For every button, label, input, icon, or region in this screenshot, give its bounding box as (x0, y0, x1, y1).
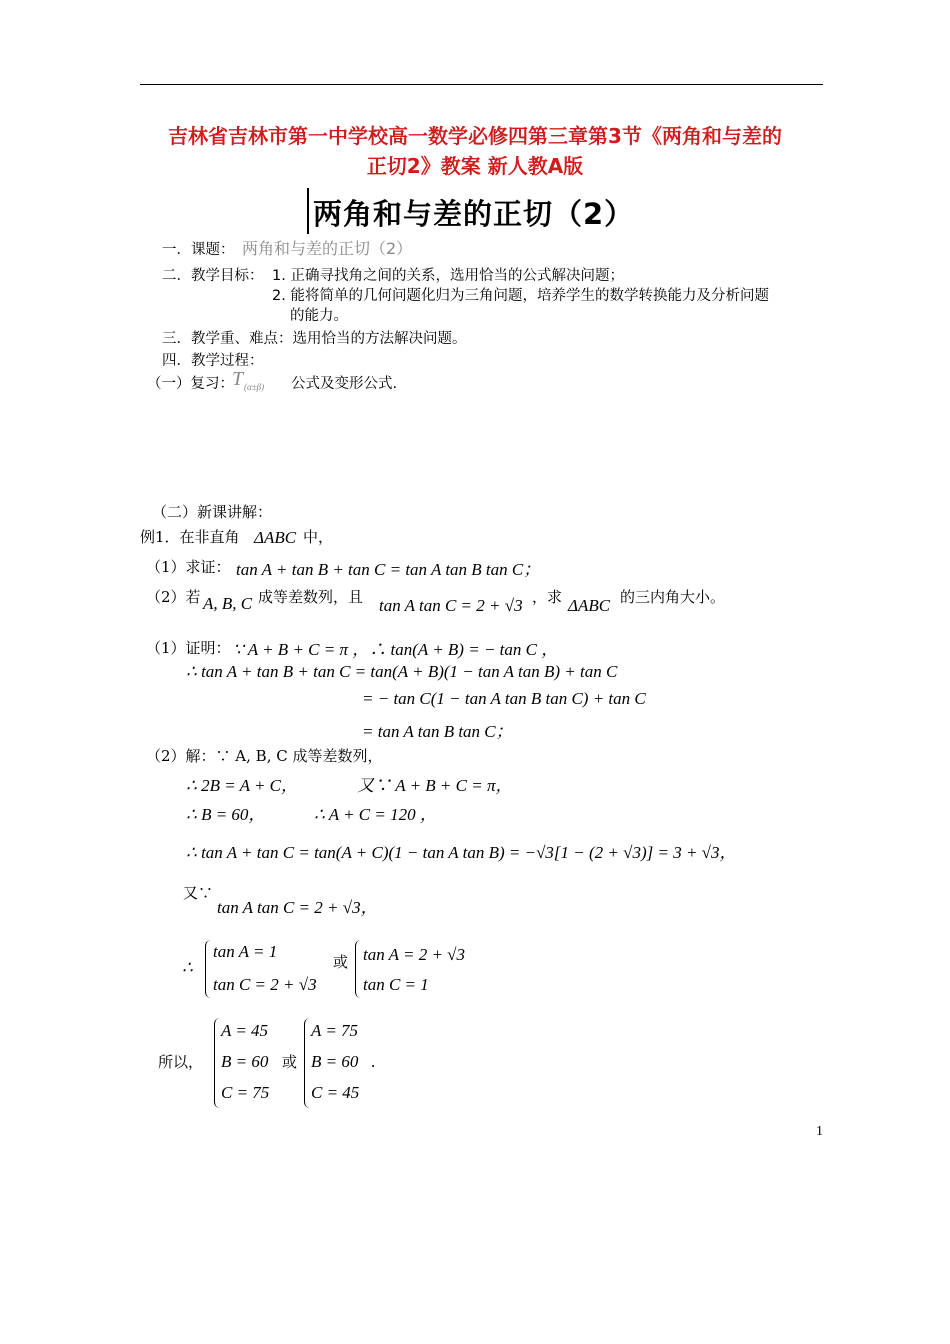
doc-title-line2: 正切2》教案 新人教A版 (366, 154, 584, 178)
goals-label: 二．教学目标： (162, 268, 264, 284)
example-label: 例1．在非直角 (140, 528, 240, 546)
system1-line1: tan A = 1 (213, 942, 278, 961)
review-text: 公式及变形公式. (291, 376, 398, 392)
key-points: 三．教学重、难点：选用恰当的方法解决问题。 (162, 331, 467, 347)
part2-label: （2）若 (146, 588, 201, 606)
example-triangle: ΔABC (254, 528, 297, 547)
goal-2-cont: 的能力。 (290, 308, 348, 324)
solution-line2a: ∴ B = 60， (186, 805, 266, 824)
result1-brace (214, 1018, 221, 1108)
system1-line2: tan C = 2 + √3 (213, 975, 317, 994)
proof-line2: ∴ tan A + tan B + tan C = tan(A + B)(1 − tan A tan B) + tan C (186, 662, 618, 681)
lesson-title: 两角和与差的正切（2） (313, 197, 635, 231)
part1-formula: tan A + tan B + tan C = tan A tan B tan C； (236, 560, 541, 579)
solution-label: （2）解：∵ A, B, C 成等差数列， (146, 747, 383, 765)
part2-seek: ，求 (532, 588, 563, 606)
result-end-dot: . (371, 1052, 376, 1071)
part2-triangle: ΔABC (568, 596, 611, 615)
or-1: 或 (333, 953, 349, 971)
result-prefix: 所以， (158, 1053, 204, 1071)
solution-line4a: 又∵ (183, 884, 214, 902)
example-suffix: 中， (303, 528, 334, 546)
part2-end: 的三内角大小。 (620, 588, 726, 606)
system-prefix: ∴ (182, 958, 193, 977)
result2-line3: C = 45 (311, 1083, 360, 1102)
part2-mid: 成等差数列，且 (258, 588, 364, 606)
proof-line3: = − tan C(1 − tan A tan B tan C) + tan C (362, 689, 646, 708)
proof-line1: ∵ A + B + C = π ，∴ tan(A + B) = − tan C ， (233, 640, 559, 659)
page-number: 1 (816, 1124, 823, 1139)
or-2: 或 (282, 1053, 298, 1071)
result2-brace (304, 1018, 311, 1108)
system2-brace (355, 940, 362, 998)
result1-line2: B = 60 (221, 1052, 269, 1071)
process-heading: 四．教学过程： (162, 353, 264, 369)
solution-line2b: ∴ A + C = 120 ， (314, 805, 437, 824)
system2-line2: tan C = 1 (363, 975, 429, 994)
review-label: （一）复习： (147, 376, 234, 392)
goal-1: 1. 正确寻找角之间的关系，选用恰当的公式解决问题； (272, 268, 624, 284)
proof-line4: = tan A tan B tan C； (362, 722, 513, 741)
result2-line2: B = 60 (311, 1052, 359, 1071)
system2-line1: tan A = 2 + √3 (363, 945, 466, 964)
part2-formula: tan A tan C = 2 + √3 (379, 596, 523, 615)
part2-vars: A, B, C (203, 594, 253, 613)
result1-line1: A = 45 (221, 1021, 269, 1040)
solution-line4b: tan A tan C = 2 + √3， (217, 898, 378, 917)
topic-value: 两角和与差的正切（2） (242, 239, 413, 258)
proof-label: （1）证明： (146, 639, 231, 657)
topic-label: 一．课题： (162, 242, 235, 258)
solution-line1b: 又∵ A + B + C = π， (357, 776, 513, 795)
text-cursor (307, 188, 309, 234)
result2-line1: A = 75 (311, 1021, 359, 1040)
new-lesson-heading: （二）新课讲解： (152, 503, 273, 521)
goal-2: 2. 能将简单的几何问题化归为三角问题，培养学生的数学转换能力及分析问题 (272, 288, 769, 304)
review-symbol: T (232, 368, 244, 390)
solution-line3: ∴ tan A + tan C = tan(A + C)(1 − tan A tan B) = −√3[1 − (2 + √3)] = 3 + √3， (186, 843, 737, 862)
part1-label: （1）求证： (146, 558, 231, 576)
top-rule (140, 84, 823, 85)
system1-brace (205, 940, 212, 998)
result1-line3: C = 75 (221, 1083, 270, 1102)
solution-line1a: ∴ 2B = A + C， (186, 776, 299, 795)
doc-title-line1: 吉林省吉林市第一中学校高一数学必修四第三章第3节《两角和与差的 (168, 124, 782, 148)
review-subscript: (α±β) (244, 382, 265, 392)
